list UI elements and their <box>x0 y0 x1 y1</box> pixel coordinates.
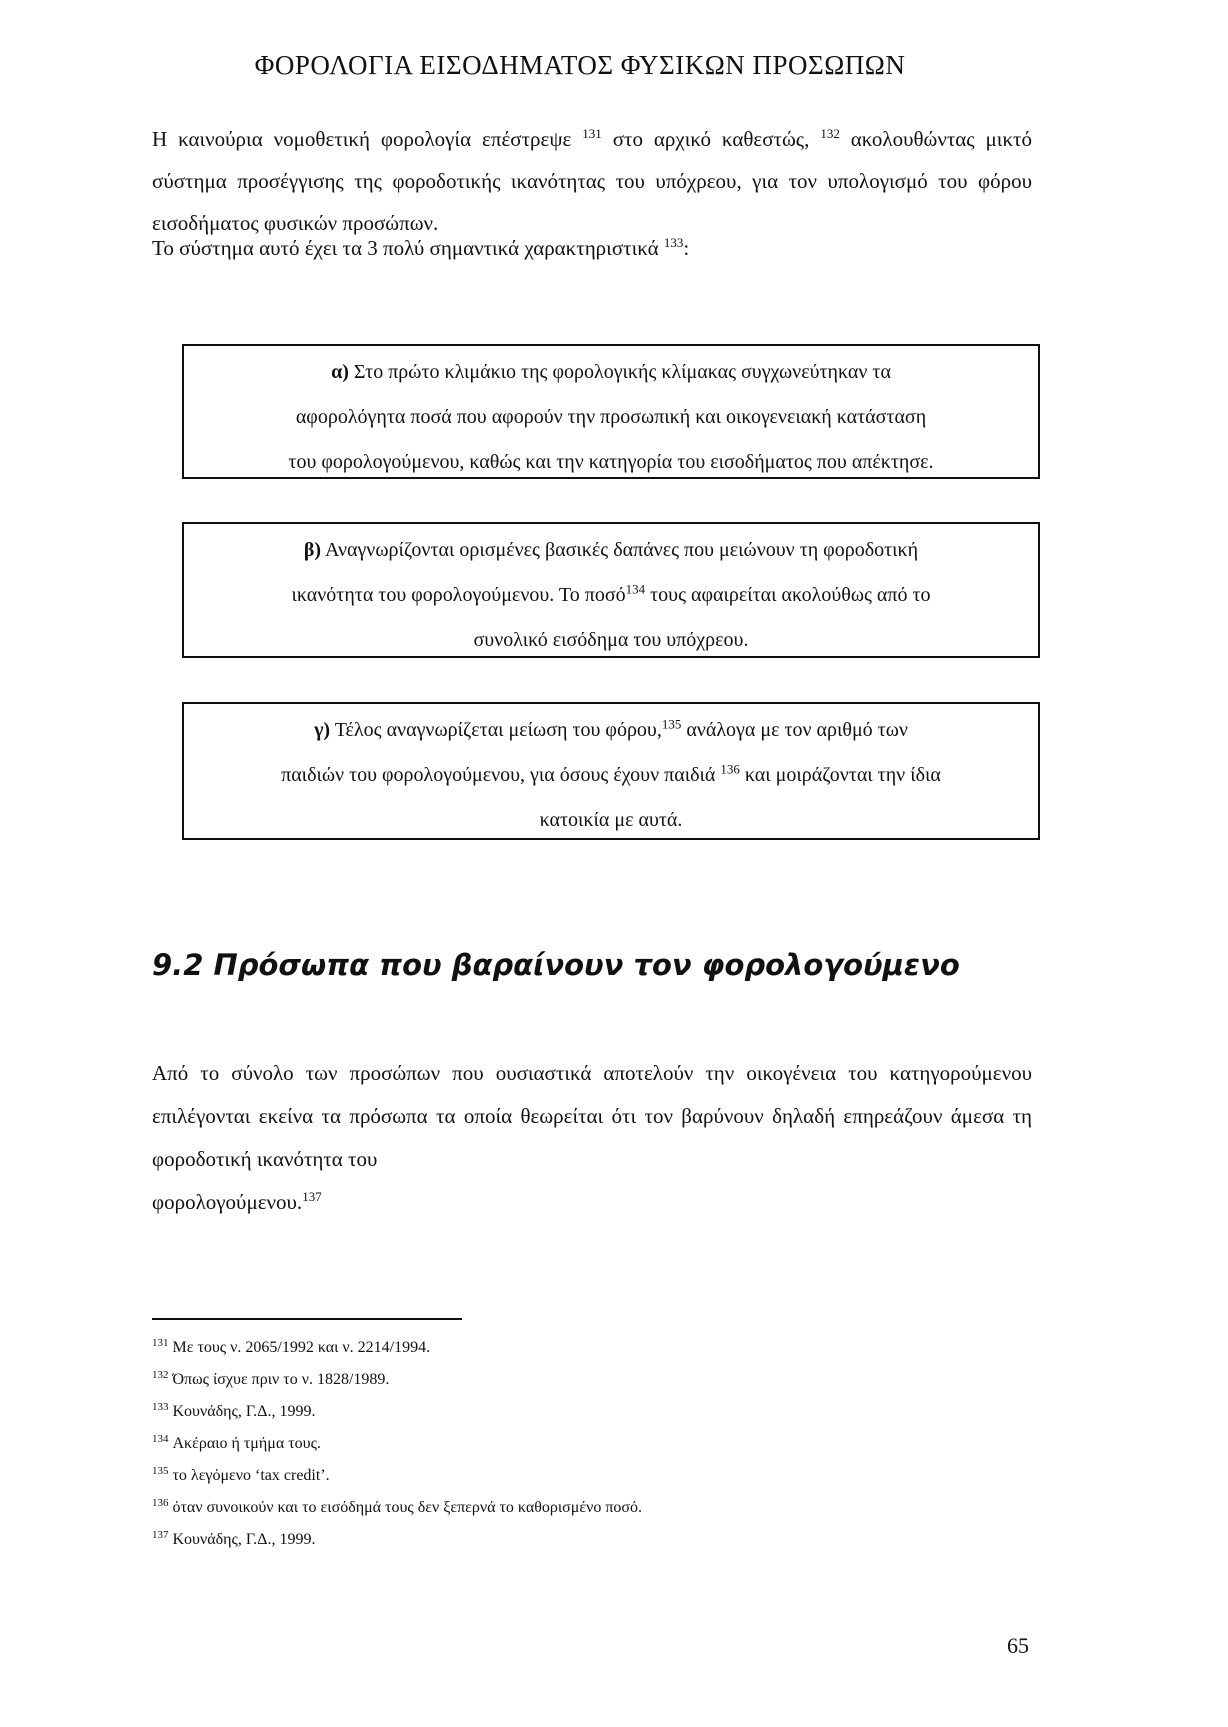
intro-text: ακολουθώντας μικτό σύστημα προσέγγισης της φοροδοτικής ικανότητας του υπόχρεου, για τον υπολογισμό του φόρου εισοδήματος φυσικών προσώπων. <box>152 127 1032 235</box>
footnote-ref: 131 <box>582 126 602 141</box>
footnote-number: 133 <box>152 1400 169 1413</box>
footnote-number: 132 <box>152 1368 169 1381</box>
footnote <box>152 1492 642 1524</box>
page-number: 65 <box>1007 1633 1029 1658</box>
feature-box-a <box>182 344 1040 479</box>
box-text: Αναγνωρίζονται ορισμένες βασικές δαπάνες που μειώνουν τη φοροδοτική <box>321 539 919 561</box>
footnote-divider <box>152 1318 462 1320</box>
footnote-number: 135 <box>152 1464 169 1477</box>
footnote-ref: 133 <box>663 235 684 250</box>
box-text: Στο πρώτο κλιμάκιο της φορολογικής κλίμακας συγχωνεύτηκαν τα <box>348 361 891 383</box>
box-line <box>184 753 1038 798</box>
running-header: ΦΟΡΟΛΟΓΙΑ ΕΙΣΟΔΗΜΑΤΟΣ ΦΥΣΙΚΩΝ ΠΡΟΣΩΠΩΝ <box>254 50 906 80</box>
footnotes <box>152 1332 642 1556</box>
footnote-text: Όπως ίσχυε πριν το ν. 1828/1989. <box>172 1371 390 1388</box>
box-text: ανάλογα με τον αριθμό των <box>681 719 908 741</box>
box-line: του φορολογούμενου, καθώς και την κατηγορία του εισοδήματος που απέκτησε. <box>288 451 934 473</box>
box-text: και μοιράζονται την ίδια <box>739 764 941 786</box>
footnote-text: Ακέραιο ή τμήμα τους. <box>172 1435 321 1452</box>
footnote-number: 137 <box>152 1528 169 1541</box>
footnote-text: Με τους ν. 2065/1992 και ν. 2214/1994. <box>172 1339 431 1356</box>
feature-box-b <box>182 522 1040 658</box>
box-line: κατοικία με αυτά. <box>539 809 683 831</box>
paragraph-last-line <box>152 1181 1032 1224</box>
box-text: ικανότητα του φορολογούμενου. Το ποσό <box>291 584 626 606</box>
box-line <box>184 708 1038 753</box>
box-text: Τέλος αναγνωρίζεται μείωση του φόρου, <box>330 719 662 741</box>
footnote-text: όταν συνοικούν και το εισόδημά τους δεν ξεπερνά το καθορισμένο ποσό. <box>172 1499 643 1516</box>
box-line: αφορολόγητα ποσά που αφορούν την προσωπική και οικογενειακή κατάσταση <box>295 406 927 428</box>
footnote <box>152 1428 642 1460</box>
footnote-text: Κουνάδης, Γ.Δ., 1999. <box>172 1531 316 1548</box>
box-text: παιδιών του φορολογούμενου, για όσους έχουν παιδιά <box>281 764 721 786</box>
box-line <box>184 350 1038 395</box>
intro-text: : <box>683 236 690 260</box>
paragraph-text: Από το σύνολο των προσώπων που ουσιαστικά αποτελούν την οικογένεια του κατηγορούμενου επιλέγονται εκείνα τα πρόσωπα τα οποία θεωρείται ότι τον βαρύνουν δηλαδή επηρεάζουν άμεσα τη φοροδοτική ικανότητα του <box>152 1061 1032 1171</box>
footnote-ref: 137 <box>302 1189 322 1204</box>
intro-text: στο αρχικό καθεστώς, <box>601 127 821 151</box>
paragraph-text: φορολογούμενου. <box>152 1190 303 1214</box>
footnote-number: 134 <box>152 1432 169 1445</box>
footnote <box>152 1460 642 1492</box>
footnote-ref: 132 <box>820 126 840 141</box>
footnote-number: 131 <box>152 1336 169 1349</box>
footnote-ref: 135 <box>661 716 682 732</box>
box-label: β) <box>303 539 322 561</box>
footnote <box>152 1524 642 1556</box>
footnote-ref: 134 <box>625 581 646 597</box>
footnote-text: Κουνάδης, Γ.Δ., 1999. <box>172 1403 316 1420</box>
section-title: 9.2 Πρόσωπα που βαραίνουν τον φορολογούμενο <box>152 948 960 982</box>
footnote-number: 136 <box>152 1496 169 1509</box>
footnote <box>152 1332 642 1364</box>
footnote-ref: 136 <box>720 761 740 777</box>
box-line: συνολικό εισόδημα του υπόχρεου. <box>473 629 749 651</box>
intro-text: Το σύστημα αυτό έχει τα 3 πολύ σημαντικά χαρακτηριστικά <box>152 236 664 260</box>
footnote <box>152 1396 642 1428</box>
box-line <box>184 528 1038 573</box>
box-label: γ) <box>314 719 331 741</box>
intro-features-line <box>152 236 689 261</box>
feature-box-c <box>182 702 1040 840</box>
intro-text: Η καινούρια νομοθετική φορολογία επέστρεψε <box>152 127 583 151</box>
footnote-text: το λεγόμενο ‘tax credit’. <box>172 1467 330 1484</box>
box-label: α) <box>331 361 349 383</box>
box-text: τους αφαιρείται ακολούθως από το <box>645 584 931 606</box>
box-line <box>184 573 1038 618</box>
footnote <box>152 1364 642 1396</box>
intro-paragraph <box>152 118 1032 244</box>
section-paragraph <box>152 1052 1032 1224</box>
